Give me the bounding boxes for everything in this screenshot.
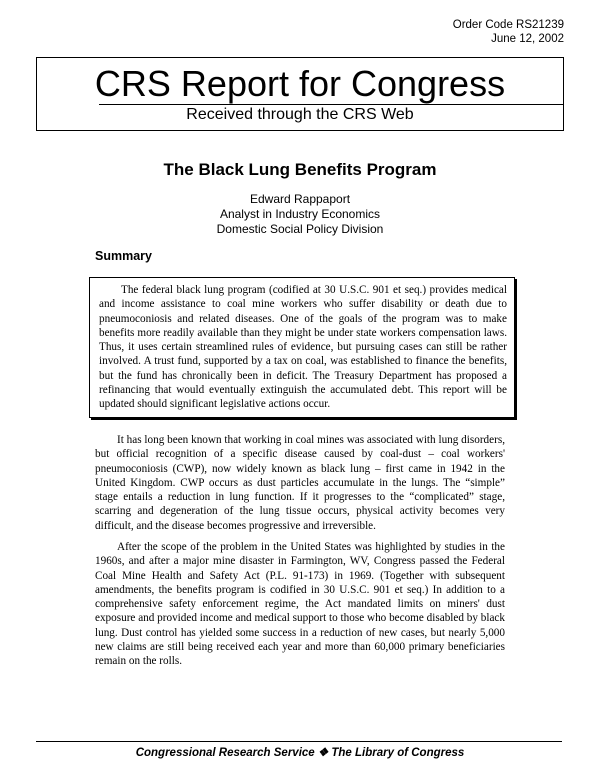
masthead-subtitle: Received through the CRS Web	[186, 106, 414, 123]
body-paragraph-1: It has long been known that working in coal mines was associated with lung disorders, but official recognition of a specific disease caused by coal-dust – coal workers' pneumoconiosis (CWP), now widely known as black lung – first came in 1942 in the United Kingdom. CWP occurs as dust particles accumulate in the lungs. The “simple” stage entails a reduction in lung function. If it progresses to the “complicated” stage, scarring and degeneration of the lung tissue occurs, physical activity becomes very difficult, and the disease becomes progressive and irreversible.	[95, 434, 505, 532]
summary-text: The federal black lung program (codified at 30 U.S.C. 901 et seq.) provides medical and income assistance to coal mine workers who suffer disability or death due to pneumoconiosis and related diseases. One of the goals of the program was to make benefits more readily available than they might be under state workers compensation laws. Thus, it uses certain streamlined rules of evidence, but pursuing cases can still be rather involved. A trust fund, supported by a tax on coal, was established to finance the benefits, but the fund has chronically been in deficit. The Treasury Department has proposed a refinancing that would eventually extinguish the accumulated debt. This report will be updated should significant legislative actions occur.	[99, 284, 507, 411]
report-date: June 12, 2002	[491, 33, 564, 45]
order-code: Order Code RS21239	[452, 19, 564, 31]
masthead-box	[36, 57, 564, 131]
document-title: The Black Lung Benefits Program	[163, 160, 437, 179]
author-name: Edward Rappaport	[249, 192, 351, 206]
summary-box	[89, 277, 515, 418]
summary-heading: Summary	[95, 249, 152, 263]
author-block	[0, 192, 600, 237]
author-title: Analyst in Industry Economics	[219, 207, 381, 221]
footer-text: Congressional Research Service ❖ The Library of Congress	[135, 747, 465, 759]
author-division: Domestic Social Policy Division	[216, 222, 384, 236]
footer-divider	[36, 741, 562, 742]
body-paragraph-2: After the scope of the problem in the United States was highlighted by studies in the 1960s, and after a major mine disaster in Farmington, WV, Congress passed the Federal Coal Mine Health and Safety Act (P.L. 91-173) in 1969. (Together with subsequent amendments, the benefits program is codified in 30 U.S.C. 901 et seq.) In addition to a comprehensive safety enforcement regime, the Act mandated limits on miners' dust exposure and provided income and medical support to those who become disabled by black lung. Dust control has yielded some success in a reduction of new cases, but nearly 5,000 new claims are still being received each year and more than 60,000 primary beneficiaries remain on the rolls.	[95, 541, 505, 668]
masthead-title: CRS Report for Congress	[94, 63, 506, 104]
order-code-block	[453, 18, 564, 46]
